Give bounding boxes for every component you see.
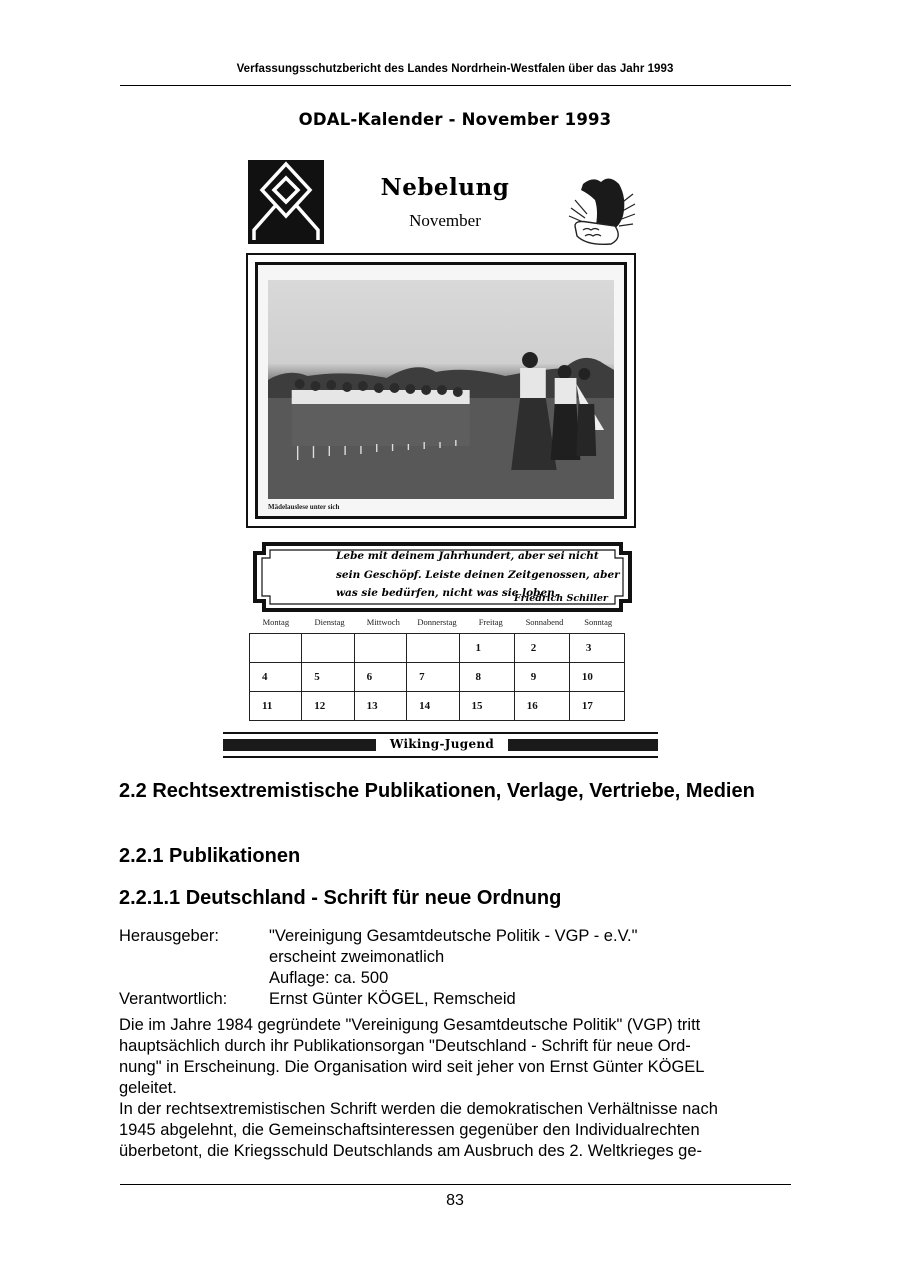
banner-bar-right [508, 739, 658, 751]
running-header: Verfassungsschutzbericht des Landes Nordrhein-Westfalen über das Jahr 1993 [236, 63, 674, 75]
paragraph-1 [119, 1015, 799, 1099]
calendar-week-row [250, 692, 625, 721]
calendar-day-cell [302, 634, 354, 663]
weekday-header-row [249, 617, 625, 627]
meta-value: "Vereinigung Gesamtdeutsche Politik - VGP - e.V." [269, 927, 638, 945]
calendar-day-cell: 13 [354, 692, 406, 721]
calendar-day-cell: 17 [569, 692, 624, 721]
quote-box [250, 541, 635, 613]
text-line: überbetont, die Kriegsschuld Deutschlands am Ausbruch des 2. Weltkrieges ge- [119, 1142, 703, 1160]
quote-line: Lebe mit deinem Jahrhundert, aber sei nicht [336, 550, 599, 562]
calendar-day-cell: 1 [459, 634, 514, 663]
weekday-label: Montag [262, 617, 290, 627]
eagle-emblem-icon [565, 172, 639, 246]
meta-value: Ernst Günter KÖGEL, Remscheid [269, 990, 516, 1008]
page-number: 83 [446, 1192, 464, 1209]
calendar-day-cell: 6 [354, 663, 406, 692]
header-rule [120, 85, 791, 86]
calendar-week-row [250, 663, 625, 692]
wiking-jugend-banner [223, 732, 658, 758]
weekday-label: Sonnabend [525, 617, 564, 627]
quote-line: sein Geschöpf. Leiste deinen Zeitgenossen, aber [336, 569, 620, 581]
weekday-label: Sonntag [584, 617, 613, 627]
meta-row [119, 989, 638, 1010]
calendar-day-cell: 14 [407, 692, 459, 721]
figure-title: ODAL-Kalender - November 1993 [298, 110, 612, 129]
calendar-day-cell: 10 [569, 663, 624, 692]
meta-row [119, 968, 638, 989]
text-line: geleitet. [119, 1079, 177, 1097]
publication-meta [119, 926, 638, 1010]
meta-value: erscheint zweimonatlich [269, 948, 445, 966]
text-line: nung" in Erscheinung. Die Organisation wird seit jeher von Ernst Günter KÖGEL [119, 1058, 705, 1076]
meta-value: Auflage: ca. 500 [269, 969, 389, 987]
calendar-day-cell: 15 [459, 692, 514, 721]
odal-rune-icon [248, 160, 324, 244]
weekday-label: Donnerstag [417, 617, 457, 627]
meta-row [119, 926, 638, 947]
banner-label: Wiking-Jugend [389, 737, 495, 751]
weekday-label: Freitag [478, 617, 503, 627]
calendar-day-cell: 5 [302, 663, 354, 692]
paragraph-2 [119, 1099, 799, 1162]
photo-frame-inner [255, 262, 627, 519]
photo-caption: Mädelauslese unter sich [268, 503, 340, 511]
text-line: 1945 abgelehnt, die Gemeinschaftsinteressen gegenüber den Individualrechten [119, 1121, 700, 1139]
meta-key [119, 947, 269, 968]
meta-key: Verantwortlich: [119, 990, 228, 1008]
photo-frame [246, 253, 636, 528]
calendar-day-cell: 4 [250, 663, 302, 692]
quote-author: Friedrich Schiller [514, 593, 608, 604]
calendar-day-cell: 8 [459, 663, 514, 692]
quote-line: was sie bedürfen, nicht was sie loben. [336, 587, 559, 599]
month-subtitle: November [409, 211, 481, 230]
calendar-grid [249, 633, 625, 721]
text-line: In der rechtsextremistischen Schrift werden die demokratischen Verhältnisse nach [119, 1100, 718, 1118]
calendar-day-cell: 2 [514, 634, 569, 663]
calendar-day-cell [354, 634, 406, 663]
text-line: hauptsächlich durch ihr Publikationsorgan "Deutschland - Schrift für neue Ord- [119, 1037, 691, 1055]
text-line: Die im Jahre 1984 gegründete "Vereinigung Gesamtdeutsche Politik" (VGP) tritt [119, 1016, 701, 1034]
section-heading-2-2-1: 2.2.1 Publikationen [119, 845, 301, 867]
section-heading-2-2-1-1: 2.2.1.1 Deutschland - Schrift für neue Ordnung [119, 887, 562, 909]
weekday-label: Mittwoch [366, 617, 400, 627]
calendar-day-cell: 7 [407, 663, 459, 692]
footer-rule [120, 1184, 791, 1185]
banner-bar-left [223, 739, 376, 751]
meta-key: Herausgeber: [119, 927, 219, 945]
month-name: Nebelung [380, 174, 510, 201]
calendar-day-cell: 3 [569, 634, 624, 663]
banner-rule-bottom [223, 756, 658, 758]
meta-key [119, 968, 269, 989]
calendar-day-cell: 11 [250, 692, 302, 721]
banner-rule-top [223, 732, 658, 734]
calendar-day-cell: 16 [514, 692, 569, 721]
calendar-day-cell: 9 [514, 663, 569, 692]
calendar-day-cell [250, 634, 302, 663]
calendar-week-row [250, 634, 625, 663]
calendar-day-cell [407, 634, 459, 663]
calendar-day-cell: 12 [302, 692, 354, 721]
meta-row [119, 947, 638, 968]
section-heading-2-2: 2.2 Rechtsextremistische Publikationen, Verlage, Vertriebe, Medien [119, 780, 755, 802]
weekday-label: Dienstag [314, 617, 345, 627]
photo-girls-dancing [268, 280, 614, 499]
